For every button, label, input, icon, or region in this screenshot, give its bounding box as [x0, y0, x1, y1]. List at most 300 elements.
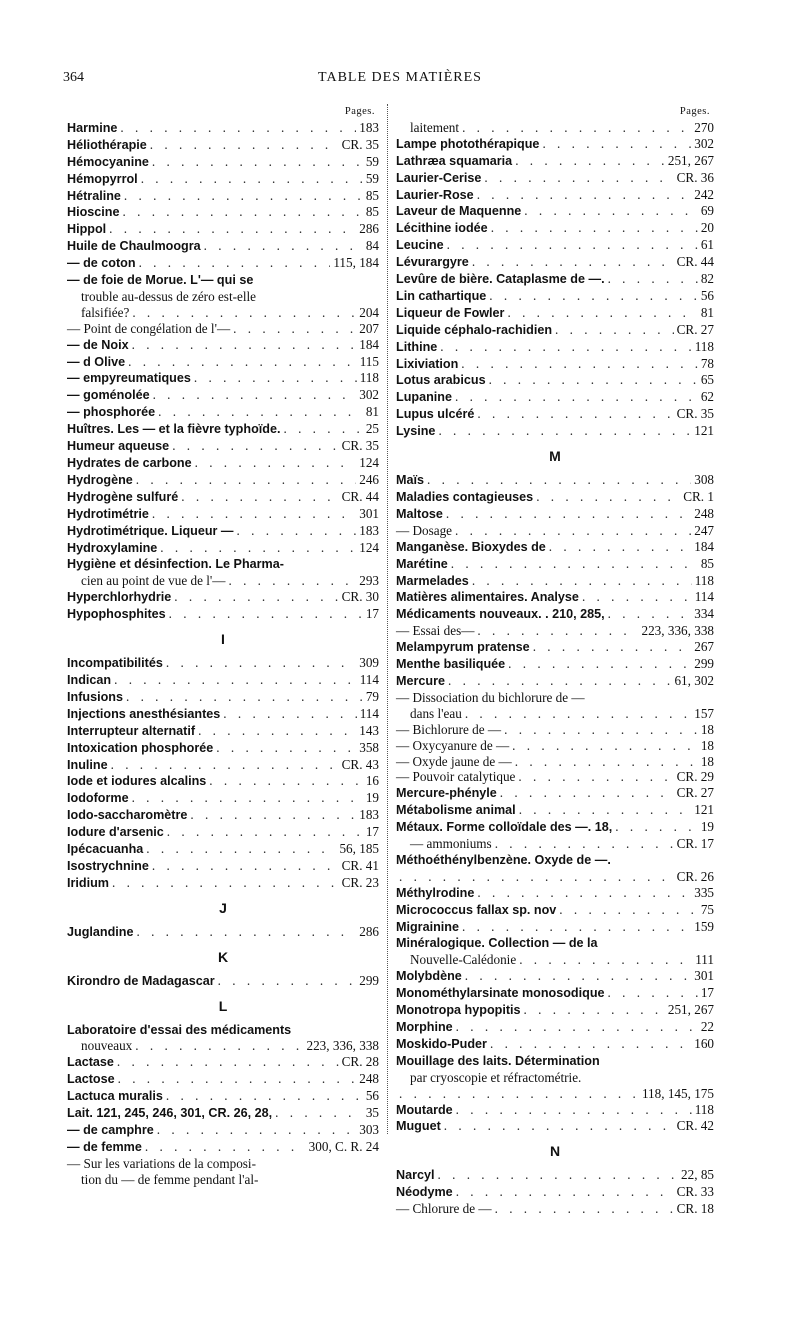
- leader-dots: [166, 655, 356, 671]
- leader-dots: [166, 1088, 363, 1104]
- entry-term: Hydrotimétrie: [67, 506, 149, 521]
- entry-term: Manganèse. Bioxydes de: [396, 539, 546, 554]
- entry-term: — Point de congélation de l'—: [67, 320, 231, 336]
- entry-term: Menthe basiliquée: [396, 657, 506, 672]
- entry-page-ref: 251, 267: [667, 152, 714, 168]
- entry-term: Lampe photothérapique: [396, 136, 540, 151]
- section-letter: M: [549, 448, 561, 465]
- index-entry: [396, 356, 714, 373]
- entry-term: — Dosage: [396, 522, 453, 538]
- leader-dots: [536, 489, 680, 505]
- entry-term: Maltose: [396, 506, 443, 521]
- leader-dots: [500, 785, 674, 801]
- entry-term: Médicaments nouveaux. . 210, 285,: [396, 607, 605, 622]
- column-divider: [387, 104, 388, 1134]
- entry-page-ref: 223, 336, 338: [306, 1038, 379, 1054]
- entry-page-ref: CR. 17: [676, 836, 714, 852]
- entry-page-ref: 17: [365, 824, 379, 840]
- index-entry: [396, 769, 714, 785]
- index-entry: [67, 238, 379, 255]
- entry-page-ref: 35: [365, 1105, 379, 1121]
- index-entry: [396, 1053, 714, 1070]
- entry-continuation: trouble au-dessus de zéro est-elle: [81, 288, 257, 304]
- index-entry: [396, 885, 714, 902]
- entry-page-ref: 159: [694, 918, 714, 934]
- entry-term: Kirondro de Madagascar: [67, 973, 215, 988]
- entry-page-ref: CR. 35: [341, 136, 379, 152]
- entry-term: Mercure: [396, 673, 445, 688]
- entry-term: nouveaux: [81, 1038, 133, 1054]
- entry-page-ref: 16: [365, 773, 379, 789]
- index-entry: [67, 354, 379, 371]
- leader-dots: [223, 706, 356, 722]
- entry-page-ref: 299: [359, 972, 379, 988]
- entry-term: Morphine: [396, 1020, 453, 1035]
- entry-term: Muguet: [396, 1119, 441, 1134]
- entry-page-ref: 114: [359, 705, 379, 721]
- entry-term: Méthylrodine: [396, 885, 475, 900]
- entry-term: Iodo-saccharomètre: [67, 808, 188, 823]
- leader-dots: [123, 204, 363, 220]
- entry-page-ref: 78: [700, 355, 714, 371]
- entry-page-ref: 81: [365, 404, 379, 420]
- leader-dots: [555, 322, 674, 338]
- entry-page-ref: 301: [359, 505, 379, 521]
- leader-dots: [462, 919, 691, 935]
- entry-term: Lactuca muralis: [67, 1089, 163, 1104]
- entry-page-ref: CR. 35: [676, 406, 714, 422]
- index-entry: [67, 757, 379, 774]
- entry-term: Isostrychnine: [67, 858, 149, 873]
- entry-page-ref: 118: [694, 572, 714, 588]
- entry-page-ref: 69: [700, 203, 714, 219]
- index-entry: [396, 952, 714, 968]
- entry-term: Indican: [67, 672, 112, 687]
- entry-page-ref: 85: [365, 204, 379, 220]
- index-entry: [67, 120, 379, 137]
- leader-dots: [456, 1019, 698, 1035]
- leader-dots: [153, 387, 357, 403]
- leader-dots: [190, 807, 356, 823]
- index-entry: [396, 187, 714, 204]
- entry-term: Intoxication phosphorée: [67, 740, 214, 755]
- entry-term: Marmelades: [396, 573, 469, 588]
- entry-term: Mercure-phényle: [396, 786, 497, 801]
- entry-term: Laurier-Cerise: [396, 170, 482, 185]
- entry-term: Humeur aqueuse: [67, 439, 170, 454]
- entry-term: Melampyrum pratense: [396, 640, 530, 655]
- leader-dots: [126, 689, 363, 705]
- leader-dots: [128, 354, 357, 370]
- index-entry: [67, 171, 379, 188]
- index-entry: [396, 153, 714, 170]
- entry-page-ref: CR. 30: [341, 589, 379, 605]
- index-entry: [67, 272, 379, 289]
- entry-term: Lactose: [67, 1072, 115, 1087]
- entry-term: Huile de Chaulmoogra: [67, 239, 201, 254]
- index-entry: [396, 589, 714, 606]
- index-entries: [67, 120, 379, 1188]
- entry-term: Laboratoire d'essai des médicaments: [67, 1022, 292, 1037]
- entry-page-ref: CR. 29: [676, 769, 714, 785]
- leader-dots: [465, 968, 691, 984]
- leader-dots: [195, 455, 357, 471]
- entry-term: Iridium: [67, 875, 109, 890]
- leader-dots: [209, 773, 363, 789]
- entry-term: Migrainine: [396, 919, 459, 934]
- index-entry: [67, 706, 379, 723]
- index-entry: [396, 754, 714, 770]
- leader-dots: [141, 171, 363, 187]
- leader-dots: [446, 506, 691, 522]
- entry-page-ref: 19: [365, 790, 379, 806]
- index-entry: [396, 1184, 714, 1201]
- entry-term: Héliothérapie: [67, 137, 147, 152]
- entry-page-ref: 82: [700, 271, 714, 287]
- index-entry: [67, 370, 379, 387]
- entry-term: Hydrates de carbone: [67, 456, 192, 471]
- entry-page-ref: 299: [694, 656, 714, 672]
- leader-dots: [519, 952, 692, 968]
- index-entry: [67, 540, 379, 557]
- entry-page-ref: 223, 336, 338: [641, 623, 714, 639]
- leader-dots: [524, 203, 698, 219]
- leader-dots: [139, 255, 331, 271]
- index-entry: [396, 254, 714, 271]
- index-entry: [396, 136, 714, 153]
- index-entry: [396, 539, 714, 556]
- leader-dots: [518, 769, 673, 785]
- entry-term: Levûre de bière. Cataplasme de —.: [396, 272, 605, 287]
- entry-page-ref: CR. 27: [676, 321, 714, 337]
- entry-page-ref: CR. 1: [683, 489, 714, 505]
- running-title: TABLE DES MATIÈRES: [318, 70, 482, 85]
- index-entry: [396, 237, 714, 254]
- leader-dots: [447, 237, 698, 253]
- entry-term: — d Olive: [67, 354, 126, 369]
- entry-page-ref: 358: [359, 739, 379, 755]
- entry-term: — Chlorure de —: [396, 1201, 492, 1217]
- page-number: 364: [63, 70, 84, 85]
- entry-page-ref: 300, C. R. 24: [308, 1138, 379, 1154]
- entry-page-ref: 251, 267: [667, 1002, 714, 1018]
- leader-dots: [169, 606, 363, 622]
- index-entry: [396, 120, 714, 136]
- entry-term: Maladies contagieuses: [396, 490, 534, 505]
- entry-page-ref: 19: [700, 819, 714, 835]
- leader-dots: [455, 523, 691, 539]
- index-entry: [67, 188, 379, 205]
- entry-term: cien au point de vue de l'—: [81, 573, 226, 589]
- entry-page-ref: CR. 28: [341, 1054, 379, 1070]
- entry-page-ref: CR. 26: [676, 868, 714, 884]
- index-entry: [396, 170, 714, 187]
- index-entry: [67, 137, 379, 154]
- entry-page-ref: 114: [694, 589, 714, 605]
- entry-page-ref: 111: [695, 952, 714, 968]
- section-letter: L: [218, 997, 228, 1014]
- index-entry: [67, 723, 379, 740]
- leader-dots: [440, 339, 691, 355]
- leader-dots: [283, 421, 362, 437]
- index-entry: [396, 1086, 714, 1102]
- leader-dots: [559, 902, 698, 918]
- entry-term: Lysine: [396, 424, 436, 439]
- entry-page-ref: 303: [359, 1122, 379, 1138]
- index-entry: [67, 523, 379, 540]
- entry-page-ref: 302: [359, 387, 379, 403]
- index-entry: [396, 372, 714, 389]
- index-entry: [67, 337, 379, 354]
- entry-page-ref: 75: [700, 901, 714, 917]
- entry-page-ref: CR. 44: [341, 488, 379, 504]
- entry-term: Hioscine: [67, 205, 120, 220]
- index-entry: [67, 1038, 379, 1054]
- entry-page-ref: CR. 35: [341, 438, 379, 454]
- leader-dots: [495, 836, 674, 852]
- index-entry: [67, 655, 379, 672]
- index-entry: [67, 606, 379, 623]
- entry-page-ref: CR. 18: [676, 1201, 714, 1217]
- index-entry: [396, 985, 714, 1002]
- index-entry: [67, 689, 379, 706]
- leader-dots: [111, 757, 339, 773]
- leader-dots: [477, 885, 691, 901]
- entry-page-ref: 61, 302: [674, 672, 714, 688]
- entry-term: Laveur de Maquenne: [396, 204, 522, 219]
- entry-continuation: tion du — de femme pendant l'al-: [81, 1171, 259, 1187]
- entry-term: Harmine: [67, 120, 118, 135]
- entry-page-ref: CR. 33: [676, 1184, 714, 1200]
- index-entry: [396, 968, 714, 985]
- entry-term: Iodure d'arsenic: [67, 825, 164, 840]
- leader-dots: [504, 722, 698, 738]
- entry-page-ref: 157: [694, 705, 714, 721]
- entry-page-ref: 184: [694, 538, 714, 554]
- entry-term: Lait. 121, 245, 246, 301, CR. 26, 28,: [67, 1106, 273, 1121]
- entry-page-ref: 118: [694, 1101, 714, 1117]
- entry-page-ref: 62: [700, 389, 714, 405]
- index-entry: [396, 423, 714, 440]
- index-entry: [67, 472, 379, 489]
- entry-term: Hygiène et désinfection. Le Pharma-: [67, 557, 284, 572]
- entry-term: — de foie de Morue. L'— qui se: [67, 273, 254, 288]
- entry-page-ref: 286: [359, 221, 379, 237]
- entry-term: dans l'eau: [410, 705, 462, 721]
- leader-dots: [512, 738, 698, 754]
- leader-dots: [477, 406, 673, 422]
- entry-page-ref: 121: [694, 802, 714, 818]
- leader-dots: [533, 639, 692, 655]
- index-entry: [396, 271, 714, 288]
- entry-page-ref: 204: [359, 304, 379, 320]
- leader-dots: [135, 1038, 303, 1054]
- entry-term: Hydrotimétrique. Liqueur —: [67, 523, 234, 538]
- index-entry: [396, 1167, 714, 1184]
- index-entry: [67, 740, 379, 757]
- index-entry: [67, 321, 379, 337]
- entry-term: Minéralogique. Collection — de la: [396, 936, 598, 951]
- entry-page-ref: 61: [700, 237, 714, 253]
- leader-dots: [472, 573, 692, 589]
- leader-dots: [145, 1139, 306, 1155]
- section-letter: I: [221, 631, 225, 648]
- index-column-right: [396, 104, 714, 1217]
- entry-term: Hétraline: [67, 188, 121, 203]
- entry-term: Interrupteur alternatif: [67, 723, 196, 738]
- entry-page-ref: 85: [365, 187, 379, 203]
- index-entry: [396, 852, 714, 869]
- entry-term: Hydroxylamine: [67, 540, 158, 555]
- entry-term: — Bichlorure de —: [396, 721, 502, 737]
- entry-term: Matières alimentaires. Analyse: [396, 590, 579, 605]
- index-entry: [396, 935, 714, 952]
- entry-term: — Oxycyanure de —: [396, 737, 510, 753]
- entry-page-ref: 248: [359, 1071, 379, 1087]
- index-entry: [396, 819, 714, 836]
- entry-page-ref: 301: [694, 968, 714, 984]
- index-entry: [67, 924, 379, 941]
- entry-page-ref: 183: [359, 522, 379, 538]
- leader-dots: [456, 1184, 674, 1200]
- entry-term: Lupus ulcéré: [396, 407, 475, 422]
- entry-term: Infusions: [67, 689, 123, 704]
- leader-dots: [456, 1102, 692, 1118]
- index-entry: [396, 573, 714, 590]
- index-entry: [67, 556, 379, 573]
- leader-dots: [444, 1118, 674, 1134]
- index-entry: [396, 902, 714, 919]
- leader-dots: [275, 1105, 363, 1121]
- entry-page-ref: CR. 42: [676, 1118, 714, 1134]
- leader-dots: [136, 924, 356, 940]
- leader-dots: [608, 606, 692, 622]
- leader-dots: [582, 589, 692, 605]
- index-entry: [396, 288, 714, 305]
- entry-page-ref: 115, 184: [333, 255, 379, 271]
- leader-dots: [124, 188, 363, 204]
- leader-dots: [484, 170, 673, 186]
- entry-term: Lécithine iodée: [396, 221, 488, 236]
- leader-dots: [152, 858, 339, 874]
- entry-page-ref: 56: [365, 1088, 379, 1104]
- entry-term: Lixiviation: [396, 356, 459, 371]
- entry-page-ref: 56: [700, 287, 714, 303]
- entry-page-ref: 18: [700, 753, 714, 769]
- index-entry: [396, 1002, 714, 1019]
- leader-dots: [216, 740, 356, 756]
- entry-page-ref: 85: [700, 555, 714, 571]
- index-entry: [67, 404, 379, 421]
- entry-term: — phosphorée: [67, 405, 156, 420]
- entry-term: Hippol: [67, 222, 107, 237]
- leader-dots: [608, 271, 698, 287]
- index-entry: [396, 472, 714, 489]
- entry-page-ref: 160: [694, 1035, 714, 1051]
- entry-term: Hémopyrrol: [67, 171, 138, 186]
- index-entry: [396, 489, 714, 506]
- entry-term: Lin cathartique: [396, 288, 487, 303]
- index-entry: [396, 919, 714, 936]
- leader-dots: [120, 120, 356, 136]
- index-entry: [396, 706, 714, 722]
- entry-page-ref: 20: [700, 220, 714, 236]
- index-entry: [67, 1088, 379, 1105]
- entry-term: falsifiée?: [81, 304, 130, 320]
- index-entry: [396, 785, 714, 802]
- index-entry: [396, 1036, 714, 1053]
- entry-page-ref: 118: [694, 338, 714, 354]
- entry-page-ref: 248: [694, 505, 714, 521]
- entry-term: — Sur les variations de la composi-: [67, 1155, 256, 1171]
- leader-dots: [112, 875, 339, 891]
- index-entry: [67, 1054, 379, 1071]
- entry-term: — Oxyde jaune de —: [396, 753, 512, 769]
- index-entry: [67, 807, 379, 824]
- index-entry: [67, 506, 379, 523]
- entry-page-ref: 334: [694, 606, 714, 622]
- index-entry: [67, 1122, 379, 1139]
- entry-term: Monométhylarsinate monosodique: [396, 986, 605, 1001]
- index-entry: [396, 836, 714, 852]
- pages-label: Pages.: [679, 106, 710, 117]
- leader-dots: [198, 723, 356, 739]
- leader-dots: [515, 754, 698, 770]
- index-entry: [396, 220, 714, 237]
- index-entry: [67, 1105, 379, 1122]
- index-entry: [396, 556, 714, 573]
- index-entry: [67, 1071, 379, 1088]
- entry-page-ref: 84: [365, 238, 379, 254]
- entry-page-ref: 246: [359, 471, 379, 487]
- leader-dots: [114, 672, 357, 688]
- leader-dots: [150, 137, 339, 153]
- leader-dots: [158, 404, 363, 420]
- index-entry: [67, 255, 379, 272]
- leader-dots: [160, 540, 356, 556]
- entry-term: Monotropa hypopitis: [396, 1003, 521, 1018]
- leader-dots: [427, 472, 691, 488]
- leader-dots: [132, 305, 356, 321]
- index-entry: [396, 738, 714, 754]
- leader-dots: [157, 1122, 356, 1138]
- index-entry: [396, 305, 714, 322]
- index-entry: [396, 339, 714, 356]
- section-letter: N: [549, 1143, 561, 1160]
- entry-page-ref: 302: [694, 135, 714, 151]
- index-entry: [396, 639, 714, 656]
- entry-page-ref: 118: [359, 370, 379, 386]
- entry-term: Lupanine: [396, 390, 452, 405]
- index-entry: [396, 690, 714, 706]
- leader-dots: [194, 370, 357, 386]
- entry-page-ref: 115: [359, 353, 379, 369]
- entry-page-ref: 183: [359, 119, 379, 135]
- entry-page-ref: CR. 43: [341, 756, 379, 772]
- leader-dots: [109, 221, 356, 237]
- entry-page-ref: 25: [365, 421, 379, 437]
- leader-dots: [461, 356, 698, 372]
- entry-term: Hydrogène: [67, 472, 133, 487]
- entry-term: Hémocyanine: [67, 154, 149, 169]
- index-entry: [67, 489, 379, 506]
- entry-page-ref: 17: [700, 985, 714, 1001]
- entry-term: Leucine: [396, 238, 444, 253]
- entry-page-ref: 184: [359, 336, 379, 352]
- index-entry: [396, 1118, 714, 1135]
- entry-term: Métabolisme animal: [396, 803, 516, 818]
- index-entry: [67, 790, 379, 807]
